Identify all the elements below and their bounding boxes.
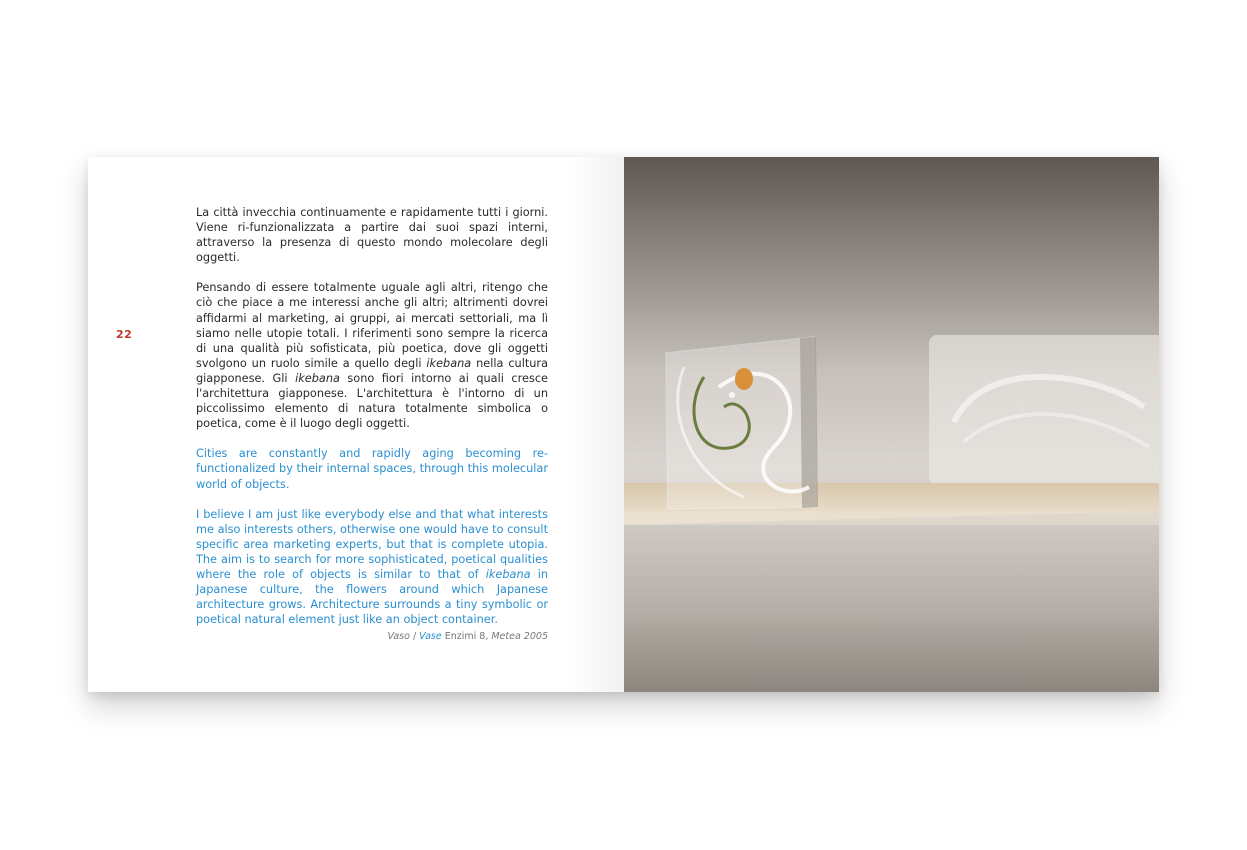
italian-paragraph-2: Pensando di essere totalmente uguale agli altri, ritengo che ciò che piace a me interessi anche gli altri; altrimenti dovrei affidarmi al marketing, ai gruppi, ai mercati settoriali, ma lì siamo nelle utopie totali. I riferimenti sono sempre la ricerca di una qualità più sofisticata, più poetica, dove gli oggetti svolgono un ruolo simile a quello degli ikebana nella cultura giapponese. Gli ikebana sono fiori intorno ai quali cresce l'architettura giapponese. L'architettura è l'intorno di un piccolissimo elemento di natura totalmente simbolica o poetica, come è il luogo degli oggetti. xyxy=(196,281,549,431)
page-number: 22 xyxy=(116,328,133,341)
text-column xyxy=(196,205,548,642)
vase-photo-illustration xyxy=(624,157,1159,692)
ikebana-term: ikebana xyxy=(426,356,472,370)
left-page xyxy=(88,157,624,692)
italian-paragraph-1: La città invecchia continuamente e rapidamente tutti i giorni. Viene ri-funzionalizzata a partire dai suoi spazi interni, attraverso la presenza di questo mondo molecolare degli oggetti. xyxy=(196,206,548,265)
acrylic-vase xyxy=(666,337,818,509)
photo-caption: Vaso / Vase Enzimi 8, Metea 2005 xyxy=(387,631,548,642)
english-paragraph-2: I believe I am just like everybody else and that what interests me also interests others, otherwise one would have to consult specific area marketing experts, but that is complete utopia. The aim is to search for more sophisticated, poetical qualities where the role of objects is similar to that of ikebana in Japanese culture, the flowers around which Japanese architecture grows. Architecture surrounds a tiny symbolic or poetical natural element just like an object container. xyxy=(196,507,549,627)
product-photo xyxy=(624,157,1159,692)
ikebana-term: ikebana xyxy=(485,567,531,581)
ikebana-term: ikebana xyxy=(295,371,340,385)
book-spread xyxy=(88,157,1159,692)
english-paragraph-1: Cities are constantly and rapidly aging becoming re-functionalized by their internal spaces, through this molecular world of objects. xyxy=(196,447,548,491)
